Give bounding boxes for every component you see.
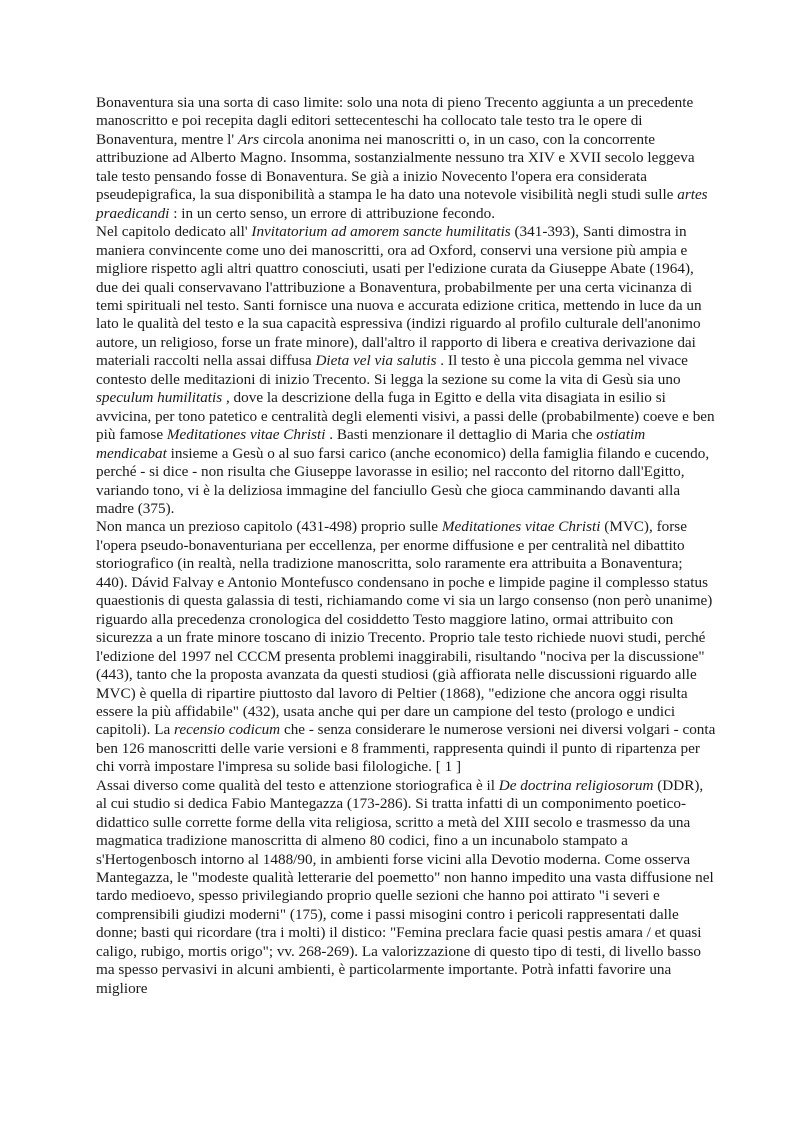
italic-segment: speculum humilitatis — [96, 389, 223, 407]
text-segment: , dove la descrizione della fuga in Egitto e della vita disagiata in esilio si avvicina, per tono patetico e centralità degli elementi visivi, a passi delle (probabilmente) coeve e ben più famose — [96, 389, 715, 444]
text-segment: (341-393), Santi dimostra in maniera convincente come uno dei manoscritti, ora ad Oxford, conservi una versione più ampia e migliore rispetto agli altri quattro conosciuti, usati per l'edizione curata da Giuseppe Abate (1964), due dei quali conservavano l'attribuzione a Bonaventura, probabilmente per una certa vicinanza di temi spirituali nel testo. Santi fornisce una nuova e accurata edizione critica, mettendo in luce da un lato le qualità del testo e la sua capacità espressiva (indizi riguardo al profilo culturale dell'anonimo autore, un religioso, forse un frate minore), dall'altro il rapporto di libera e creativa derivazione dai materiali raccolti nella assai diffusa — [96, 223, 702, 370]
paragraph-3 — [96, 518, 716, 776]
italic-segment: Ars — [237, 130, 260, 148]
text-segment: Assai diverso come qualità del testo e attenzione storiografica è il — [96, 776, 499, 794]
text-segment: . Il testo è una piccola gemma nel vivace contesto delle meditazioni di inizio Trecento. Si legga la sezione su come la vita di Gesù sia uno — [96, 352, 688, 388]
text-segment: . Basti menzionare il dettaglio di Maria che — [325, 426, 597, 444]
paragraph-2 — [96, 223, 716, 518]
text-segment: circola anonima nei manoscritti o, in un caso, con la concorrente attribuzione ad Alberto Magno. Insomma, sostanzialmente nessuno tra XIV e XVII secolo leggeva tale testo pensando fosse di Bonaventura. Se già a inizio Novecento l'opera era considerata pseudepigrafica, la sua disponibilità a stampa le ha dato una notevole visibilità negli studi sulle — [96, 130, 695, 204]
italic-segment: ostiatim mendicabat — [96, 426, 646, 462]
text-segment: Bonaventura sia una sorta di caso limite: solo una nota di pieno Trecento aggiunta a un precedente manoscritto e poi recepita dagli editori settecenteschi ha collocato tale testo tra le opere di Bonaventura, mentre l' — [96, 94, 694, 148]
italic-segment: Meditationes vitae Christi — [166, 426, 326, 444]
italic-segment: artes praedicandi — [96, 186, 708, 222]
paragraph-1 — [96, 94, 716, 223]
text-segment: : in un certo senso, un errore di attribuzione fecondo. — [169, 204, 495, 222]
italic-segment: recensio codicum — [174, 721, 281, 739]
italic-segment: Meditationes vitae Christi — [441, 518, 601, 536]
paragraph-4 — [96, 777, 716, 998]
document-body — [96, 94, 716, 998]
text-segment: (MVC), forse l'opera pseudo-bonaventuriana per eccellenza, per enorme diffusione e per centralità nel dibattito storiografico (in realtà, nella tradizione manoscritta, solo raramente era attribuita a Bonaventura; 440). Dávid Falvay e Antonio Montefusco condensano in poche e limpide pagine il complesso status quaestionis di questa galassia di testi, richiamando come vi sia un largo consenso (non però unanime) riguardo alla precedenza cronologica del cosiddetto Testo maggiore latino, ormai attribuito con sicurezza a un frate minore toscano di inizio Trecento. Proprio tale testo richiede nuovi studi, perché l'edizione del 1997 nel CCCM presenta problemi inaggirabili, risultando "nociva per la discussione" (443), tanto che la proposta avanzata da questi studiosi (già affiorata nelle discussioni riguardo alle MVC) è quella di ripartire piuttosto dal lavoro di Peltier (1868), "edizione che ancora oggi risulta essere la più affidabile" (432), usata anche qui per dare un campione del testo (prologo e undici capitoli). La — [96, 518, 713, 739]
text-segment: che - senza considerare le numerose versioni nei diversi volgari - conta ben 126 manoscritti delle varie versioni e 8 frammenti, rappresenta quindi il punto di ripartenza per chi vorrà impostare l'impresa su solide basi filologiche. [ 1 ] — [96, 721, 716, 776]
italic-segment: De doctrina religiosorum — [498, 776, 654, 794]
text-segment: Non manca un prezioso capitolo (431-498) proprio sulle — [96, 518, 442, 536]
text-segment: insieme a Gesù o al suo farsi carico (anche economico) della famiglia filando e cucendo, perché - si dice - non risulta che Giuseppe lavorasse in esilio; nel racconto del ritorno dall'Egitto, variando tono, vi è la deliziosa immagine del fanciullo Gesù che gioca camminando davanti alla madre (375). — [96, 444, 710, 517]
italic-segment: Invitatorium ad amorem sancte humilitatis — [251, 223, 511, 241]
italic-segment: Dieta vel via salutis — [315, 352, 437, 370]
text-segment: Nel capitolo dedicato all' — [96, 223, 252, 241]
text-segment: (DDR), al cui studio si dedica Fabio Mantegazza (173-286). Si tratta infatti di un componimento poetico-didattico sulle corrette forme della vita religiosa, scritto a metà del XIII secolo e trasmesso da una magmatica tradizione manoscritta di almeno 80 codici, fino a un incunabolo stampato a s'Hertogenbosch intorno al 1488/90, in ambienti forse vicini alla Devotio moderna. Come osserva Mantegazza, le "modeste qualità letterarie del poemetto" non hanno impedito una vasta diffusione nel tardo medioevo, spesso privilegiando proprio quelle sezioni che hanno poi attirato "i severi e comprensibili giudizi moderni" (175), come i passi misogini contro i pericoli rappresentati dalle donne; basti qui ricordare (tra i molti) il distico: "Femina preclara facie quasi pestis amara / et quasi caligo, rubigo, mortis origo"; vv. 268-269). La valorizzazione di questo tipo di testi, di livello basso ma spesso pervasivi in alcuni ambienti, è particolarmente importante. Potrà infatti favorire una migliore — [96, 776, 714, 997]
